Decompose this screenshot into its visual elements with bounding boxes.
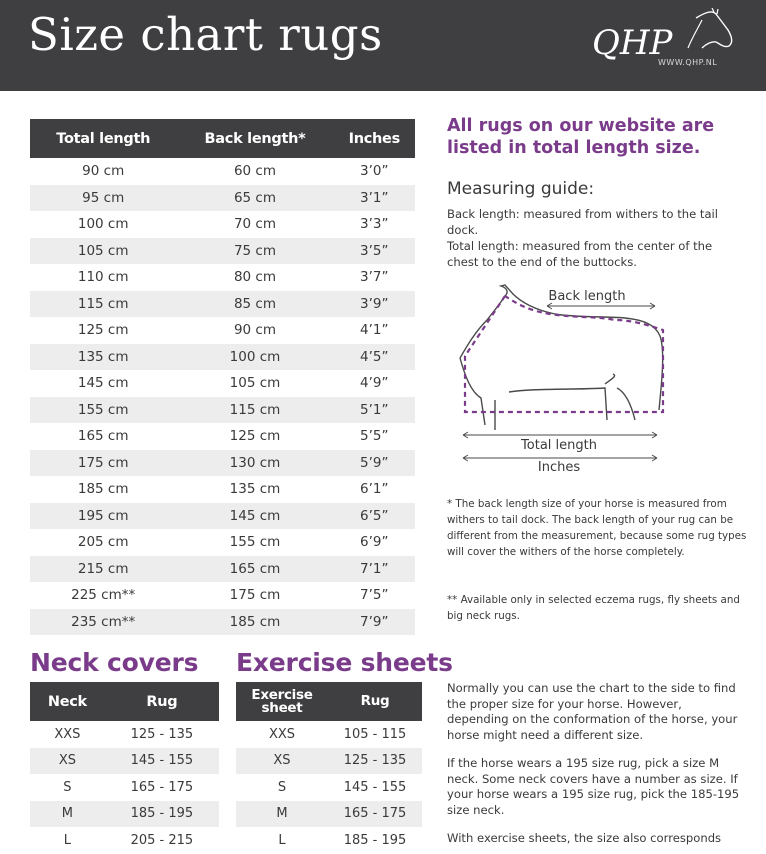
exercise-header-row — [236, 682, 422, 721]
table-cell: 3’0” — [360, 163, 389, 180]
exercise-sheets-body — [236, 721, 422, 854]
exercise-advice-paragraph: With exercise sheets, the size also corresponds — [447, 831, 722, 845]
table-cell: 3’9” — [334, 291, 415, 318]
table-cell: 145 cm — [176, 503, 333, 530]
diagram-inches-label: Inches — [537, 460, 581, 475]
table-row — [30, 158, 415, 185]
table-row — [30, 291, 415, 318]
table-cell: M — [236, 801, 328, 828]
table-cell: 135 cm — [229, 481, 281, 498]
table-row — [236, 801, 422, 828]
table-cell: 145 - 155 — [105, 748, 219, 775]
column-header-exercise-sheet: Exercise sheet — [236, 682, 328, 721]
measuring-guide-text — [447, 206, 747, 270]
qhp-logo — [588, 8, 738, 74]
table-cell: 5’5” — [360, 428, 389, 445]
table-cell: 6’1” — [360, 481, 389, 498]
table-cell: 185 - 195 — [343, 832, 407, 848]
neck-covers-body — [30, 721, 219, 854]
usage-paragraph: Normally you can use the chart to the side to find the proper size for your horse. However, depending on the conformation of the horse, your horse might need a different size. — [447, 681, 738, 742]
guide-total-length: Total length: measured from the center of the chest to the end of the buttocks. — [447, 239, 713, 269]
table-row — [30, 211, 415, 238]
measuring-guide-title: Measuring guide: — [447, 179, 595, 199]
table-cell: 105 cm — [30, 238, 176, 265]
table-row — [30, 423, 415, 450]
table-cell: 3’7” — [360, 269, 389, 286]
table-cell: 155 cm — [30, 397, 176, 424]
table-cell: 110 cm — [77, 269, 129, 286]
horse-measure-diagram — [455, 280, 675, 480]
table-cell: 90 cm — [82, 163, 125, 180]
table-cell: 215 cm — [30, 556, 176, 583]
column-header-neck: Neck — [30, 682, 105, 721]
table-cell: 125 cm — [77, 322, 129, 339]
table-cell: 125 - 135 — [130, 726, 194, 742]
table-cell: 185 cm — [77, 481, 129, 498]
table-row — [30, 582, 415, 609]
lead-text: All rugs on our website are listed in total length size. — [447, 116, 715, 158]
table-row — [30, 748, 219, 775]
table-cell: 3’1” — [334, 185, 415, 212]
table-row — [30, 801, 219, 828]
table-cell: 105 - 115 — [343, 726, 407, 742]
table-row — [236, 774, 422, 801]
table-cell: 205 - 215 — [130, 832, 194, 848]
table-row — [30, 827, 219, 854]
table-row — [30, 185, 415, 212]
table-cell: 125 cm — [229, 428, 281, 445]
table-cell: XS — [30, 748, 105, 775]
table-cell: 3’3” — [360, 216, 389, 233]
table-cell: 145 - 155 — [343, 779, 407, 795]
table-cell: 235 cm** — [30, 609, 176, 636]
table-cell: 7’9” — [334, 609, 415, 636]
table-cell: 4’1” — [360, 322, 389, 339]
table-cell: L — [63, 832, 72, 848]
horse-outline-icon — [455, 280, 675, 480]
table-cell: 60 cm — [233, 163, 276, 180]
table-cell: 4’5” — [334, 344, 415, 371]
table-cell: 135 cm — [30, 344, 176, 371]
table-cell: 205 cm — [77, 534, 129, 551]
table-cell: 115 cm — [176, 397, 333, 424]
table-cell: 100 cm — [77, 216, 129, 233]
table-cell: 165 cm — [77, 428, 129, 445]
table-cell: XS — [236, 748, 328, 775]
table-row — [30, 264, 415, 291]
table-row — [30, 238, 415, 265]
table-cell: 5’1” — [334, 397, 415, 424]
table-cell: 65 cm — [176, 185, 333, 212]
table-cell: 80 cm — [233, 269, 276, 286]
table-row — [30, 529, 415, 556]
size-chart-table — [30, 119, 415, 635]
table-row — [30, 721, 219, 748]
table-cell: L — [278, 832, 286, 848]
table-cell: 85 cm — [176, 291, 333, 318]
table-cell: 70 cm — [233, 216, 276, 233]
column-header-exercise-rug: Rug — [328, 682, 422, 721]
table-row — [236, 748, 422, 775]
back-length-note: * The back length size of your horse is measured from withers to tail dock. The back length of your rug can be different from the measurement, because some rug types will cover the withers of the horse completely. — [447, 498, 747, 558]
table-row — [30, 503, 415, 530]
table-row — [30, 450, 415, 477]
neck-advice-paragraph: If the horse wears a 195 size rug, pick a size M neck. Some neck covers have a number as size. If your horse wears a 195 size rug, pick the 185-195 size neck. — [447, 756, 740, 817]
table-row — [30, 609, 415, 636]
column-header-inches: Inches — [334, 119, 415, 158]
table-cell: 7’5” — [360, 587, 389, 604]
table-cell: 95 cm — [30, 185, 176, 212]
neck-covers-title: Neck covers — [30, 648, 199, 677]
table-cell: 225 cm** — [71, 587, 136, 604]
logo-wordmark: QHP — [592, 23, 673, 63]
column-header-neck-rug: Rug — [105, 682, 219, 721]
table-row — [236, 827, 422, 854]
table-row — [30, 556, 415, 583]
table-cell: 115 cm — [30, 291, 176, 318]
table-cell: S — [63, 779, 72, 795]
table-cell: 100 cm — [176, 344, 333, 371]
table-cell: 7’1” — [334, 556, 415, 583]
table-row — [30, 344, 415, 371]
exercise-sheets-table — [236, 682, 422, 854]
table-cell: 175 cm — [229, 587, 281, 604]
table-row — [30, 317, 415, 344]
diagram-back-length-label: Back length — [548, 289, 626, 304]
page-title: Size chart rugs — [28, 8, 383, 61]
table-cell: 155 cm — [229, 534, 281, 551]
table-cell: 75 cm — [176, 238, 333, 265]
column-header-back-length: Back length* — [176, 119, 333, 158]
table-row — [236, 721, 422, 748]
table-cell: 6’9” — [360, 534, 389, 551]
table-cell: 90 cm — [233, 322, 276, 339]
table-cell: 6’5” — [334, 503, 415, 530]
table-cell: 105 cm — [229, 375, 281, 392]
header-bar — [0, 0, 766, 91]
table-row — [30, 476, 415, 503]
table-cell: 130 cm — [176, 450, 333, 477]
table-cell: 4’9” — [360, 375, 389, 392]
table-cell: 145 cm — [77, 375, 129, 392]
table-cell: 165 - 175 — [130, 779, 194, 795]
table-cell: XXS — [54, 726, 81, 742]
table-cell: 3’5” — [334, 238, 415, 265]
table-cell: 175 cm — [30, 450, 176, 477]
table-cell: M — [30, 801, 105, 828]
availability-note: ** Available only in selected eczema rugs, fly sheets and big neck rugs. — [447, 594, 740, 622]
size-chart-header-row — [30, 119, 415, 158]
column-header-total-length: Total length — [30, 119, 176, 158]
guide-back-length: Back length: measured from withers to the tail dock. — [447, 207, 719, 237]
table-cell: 165 - 175 — [328, 801, 422, 828]
table-cell: 185 - 195 — [105, 801, 219, 828]
table-cell: 5’9” — [334, 450, 415, 477]
table-cell: 195 cm — [30, 503, 176, 530]
table-row — [30, 397, 415, 424]
neck-covers-table — [30, 682, 219, 854]
table-cell: XXS — [268, 726, 296, 742]
website-label: WWW.QHP.NL — [658, 58, 718, 67]
table-cell: 125 - 135 — [328, 748, 422, 775]
table-row — [30, 370, 415, 397]
size-chart-body — [30, 158, 415, 635]
table-row — [30, 774, 219, 801]
diagram-total-length-label: Total length — [521, 438, 597, 453]
table-cell: 185 cm — [176, 609, 333, 636]
exercise-sheets-title: Exercise sheets — [236, 648, 453, 677]
table-cell: 165 cm — [176, 556, 333, 583]
table-cell: S — [277, 779, 287, 795]
neck-header-row — [30, 682, 219, 721]
